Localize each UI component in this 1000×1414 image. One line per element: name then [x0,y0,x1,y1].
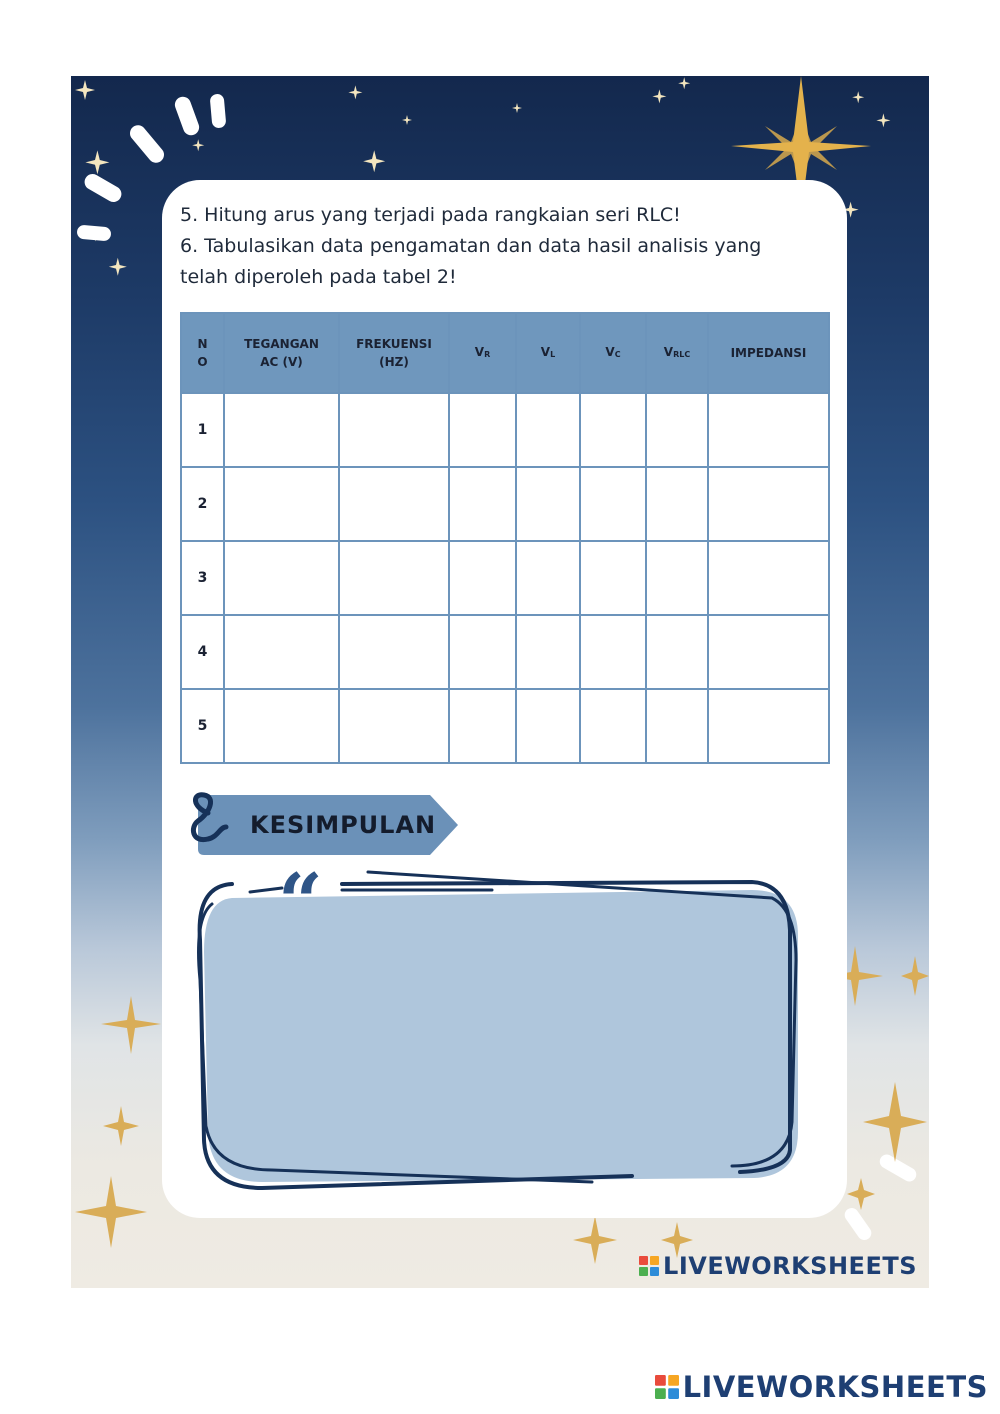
table-row [181,393,829,467]
content-card [162,180,847,1218]
question-6-continued: telah diperoleh pada tabel 2! [180,266,457,288]
sparkle-icon [512,103,522,113]
row-number: 5 [181,689,224,763]
kesimpulan-banner [190,787,480,863]
answer-cell[interactable] [339,615,449,689]
answer-cell[interactable] [449,689,516,763]
brand-name: LIVEWORKSHEETS [682,1370,988,1404]
sparkle-icon [363,150,385,172]
answer-cell[interactable] [580,541,646,615]
header-tegangan: TEGANGAN AC (V) [224,313,339,393]
sparkle-icon [852,91,864,103]
table-row [181,541,829,615]
answer-cell[interactable] [449,393,516,467]
answer-cell[interactable] [580,615,646,689]
answer-cell[interactable] [224,467,339,541]
answer-cell[interactable] [516,615,580,689]
answer-cell[interactable] [339,467,449,541]
answer-cell[interactable] [449,541,516,615]
answer-cell[interactable] [339,541,449,615]
answer-cell[interactable] [646,615,708,689]
answer-cell[interactable] [580,393,646,467]
answer-cell[interactable] [224,689,339,763]
answer-cell[interactable] [516,541,580,615]
row-number: 4 [181,615,224,689]
header-no: N O [181,313,224,393]
answer-cell[interactable] [646,689,708,763]
answer-cell[interactable] [708,689,829,763]
table-header-row [181,313,829,393]
answer-cell[interactable] [708,393,829,467]
sparkle-icon [652,89,666,103]
answer-cell[interactable] [708,467,829,541]
quote-mark-icon: “ [278,857,323,948]
header-vc: $V_C$ [580,313,646,393]
answer-cell[interactable] [339,393,449,467]
answer-cell[interactable] [339,689,449,763]
answer-cell[interactable] [580,689,646,763]
answer-cell[interactable] [646,393,708,467]
header-vl: $V_L$ [516,313,580,393]
answer-cell[interactable] [646,467,708,541]
sparkle-icon [678,77,690,89]
sparkle-icon [85,150,109,174]
table-row [181,689,829,763]
worksheet-page [71,76,929,1288]
liveworksheets-logo-icon [639,1256,659,1276]
answer-cell[interactable] [224,615,339,689]
sparkle-icon [876,113,890,127]
liveworksheets-watermark-inner [639,1252,917,1280]
answer-cell[interactable] [516,393,580,467]
question-6: 6. Tabulasikan data pengamatan dan data hasil analisis yang [180,235,762,257]
table-row [181,615,829,689]
kesimpulan-answer-box[interactable] [192,857,802,1205]
sparkle-icon [348,85,362,99]
sparkle-icon [192,139,204,151]
header-vr: $V_R$ [449,313,516,393]
row-number: 3 [181,541,224,615]
kesimpulan-label: KESIMPULAN [250,811,437,839]
brand-name: LIVEWORKSHEETS [663,1252,917,1280]
answer-cell[interactable] [516,689,580,763]
answer-cell[interactable] [224,541,339,615]
answer-cell[interactable] [449,615,516,689]
liveworksheets-watermark [655,1370,988,1404]
table-row [181,467,829,541]
answer-cell[interactable] [224,393,339,467]
header-vrlc: $V_{RLC}$ [646,313,708,393]
answer-cell[interactable] [449,467,516,541]
answer-cell[interactable] [580,467,646,541]
row-number: 2 [181,467,224,541]
answer-cell[interactable] [516,467,580,541]
sparkle-icon [109,258,127,276]
header-frekuensi: FREKUENSI (HZ) [339,313,449,393]
liveworksheets-logo-icon [655,1375,679,1399]
answer-cell[interactable] [708,541,829,615]
sparkle-icon [75,80,95,100]
answer-cell[interactable] [646,541,708,615]
question-5: 5. Hitung arus yang terjadi pada rangkaian seri RLC! [180,204,681,226]
header-impedansi: IMPEDANSI [708,313,829,393]
sparkle-icon [402,115,412,125]
answer-cell[interactable] [708,615,829,689]
data-table [180,312,830,764]
row-number: 1 [181,393,224,467]
